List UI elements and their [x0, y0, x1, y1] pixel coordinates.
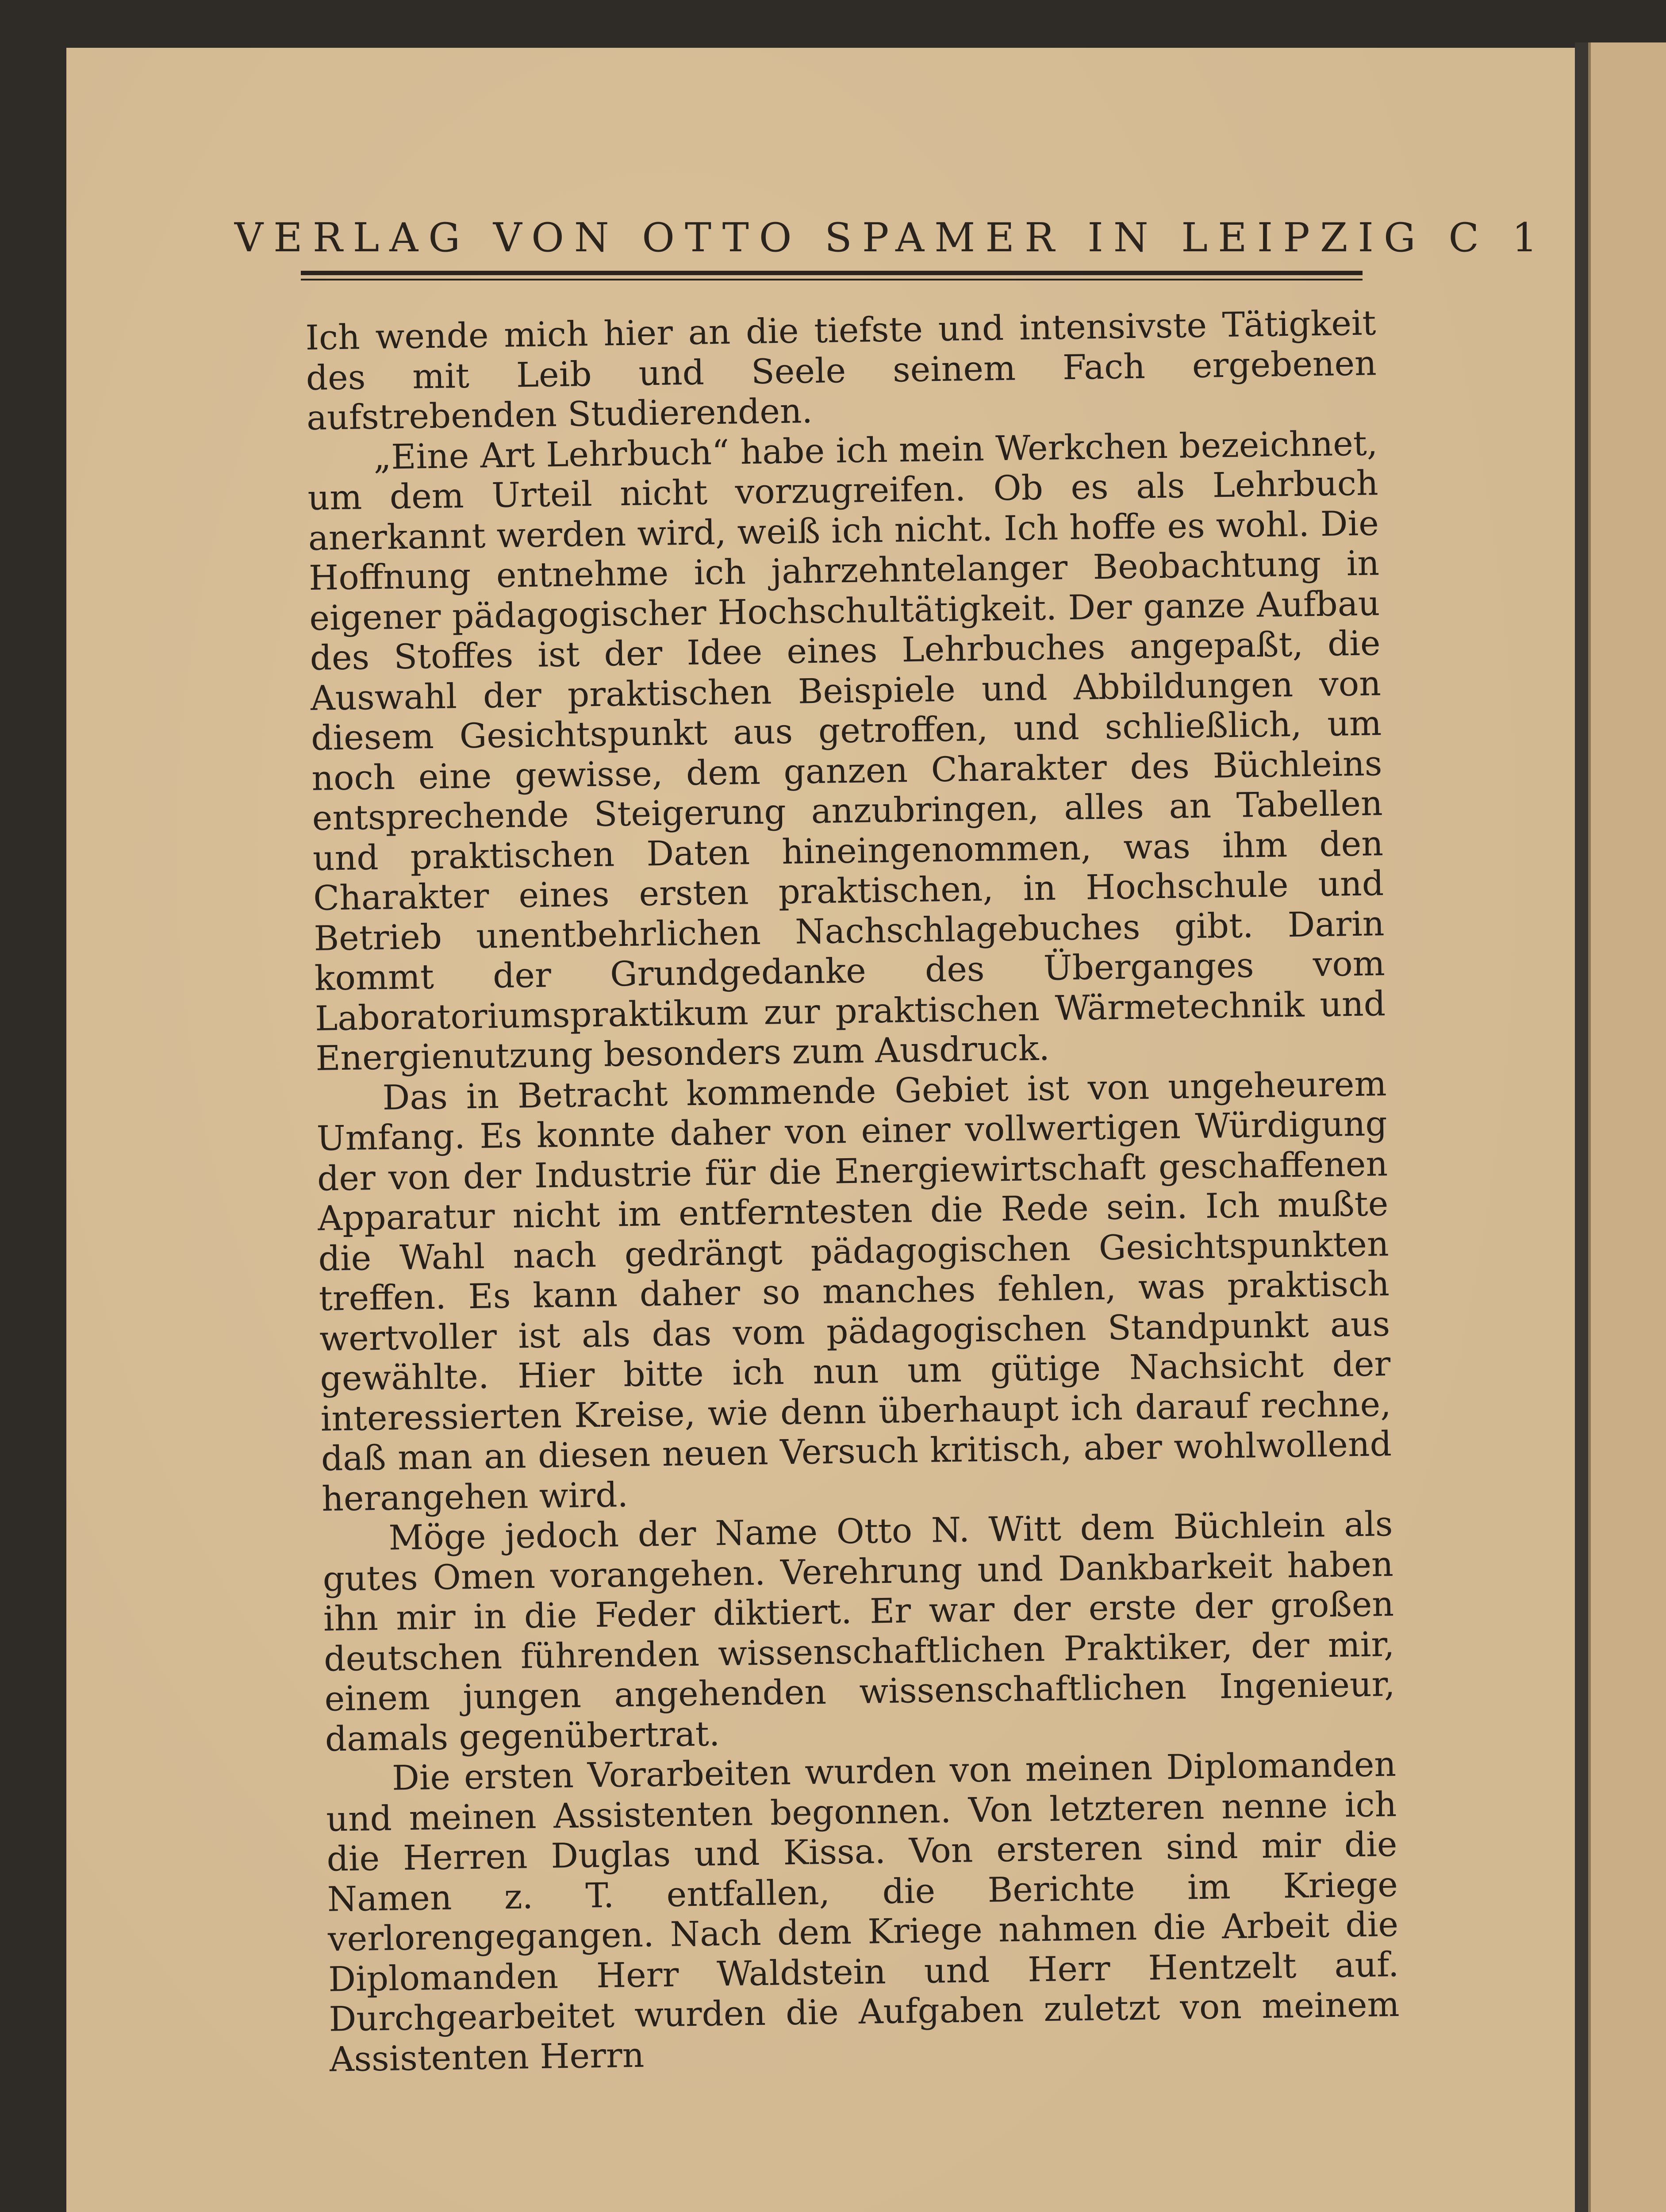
adjacent-page-edge: [1588, 42, 1666, 2212]
paragraph: Möge jedoch der Name Otto N. Witt dem Büchlein als gutes Omen vorangehen. Verehrung und Dankbarkeit haben ihn mir in die Feder diktiert. Er war der erste der großen deutschen führenden wissenschaftlichen Praktiker, der mir, einem jungen angehenden wissenschaftlichen Ingenieur, damals gegenübertrat.: [322, 1504, 1395, 1759]
body-text: [305, 303, 1400, 2080]
book-gutter: [1575, 42, 1588, 2212]
running-head: VERLAG VON OTTO SPAMER IN LEIPZIG C 1: [234, 215, 1548, 261]
paragraph: „Eine Art Lehrbuch“ habe ich mein Werkchen bezeichnet, um dem Urteil nicht vorzugreifen. Ob es als Lehrbuch anerkannt werden wird, weiß ich nicht. Ich hoffe es wohl. Die Hoffnung entnehme ich jahrzehntelanger Beobachtung in eigener pädagogischer Hochschultätigkeit. Der ganze Aufbau des Stoffes ist der Idee eines Lehrbuches angepaßt, die Auswahl der praktischen Beispiele und Abbildungen von diesem Gesichtspunkt aus getroffen, und schließlich, um noch eine gewisse, dem ganzen Charakter des Büchleins entsprechende Steigerung anzubringen, alles an Tabellen und praktischen Daten hineingenommen, was ihm den Charakter eines ersten praktischen, in Hochschule und Betrieb unentbehrlichen Nachschlagebuches gibt. Darin kommt der Grundgedanke des Überganges vom Laboratoriumspraktikum zur praktischen Wärmetechnik und Energienutzung besonders zum Ausdruck.: [307, 423, 1386, 1079]
header-rule-thin: [301, 279, 1363, 280]
paragraph: Das in Betracht kommende Gebiet ist von ungeheurem Umfang. Es konnte daher von einer vollwertigen Würdigung der von der Industrie für die Energiewirtschaft geschaffenen Apparatur nicht im entferntesten die Rede sein. Ich mußte die Wahl nach gedrängt pädagogischen Gesichtspunkten treffen. Es kann daher so manches fehlen, was praktisch wertvoller ist als das vom pädagogischen Standpunkt aus gewählte. Hier bitte ich nun um gütige Nachsicht der interessierten Kreise, wie denn überhaupt ich darauf rechne, daß man an diesen neuen Versuch kritisch, aber wohlwollend herangehen wird.: [316, 1064, 1392, 1519]
paragraph: Ich wende mich hier an die tiefste und intensivste Tätigkeit des mit Leib und Seele seinem Fach ergebenen aufstrebenden Studierenden.: [305, 303, 1377, 438]
header-rule: [301, 271, 1363, 275]
paragraph: Die ersten Vorarbeiten wurden von meinen Diplomanden und meinen Assistenten begonnen. Von letzteren nenne ich die Herren Duglas und Kissa. Von ersteren sind mir die Namen z. T. entfallen, die Berichte im Kriege verlorengegangen. Nach dem Kriege nahmen die Arbeit die Diplomanden Herr Waldstein und Herr Hentzelt auf. Durchgearbeitet wurden die Aufgaben zuletzt von meinem Assistenten Herrn: [326, 1744, 1400, 2080]
